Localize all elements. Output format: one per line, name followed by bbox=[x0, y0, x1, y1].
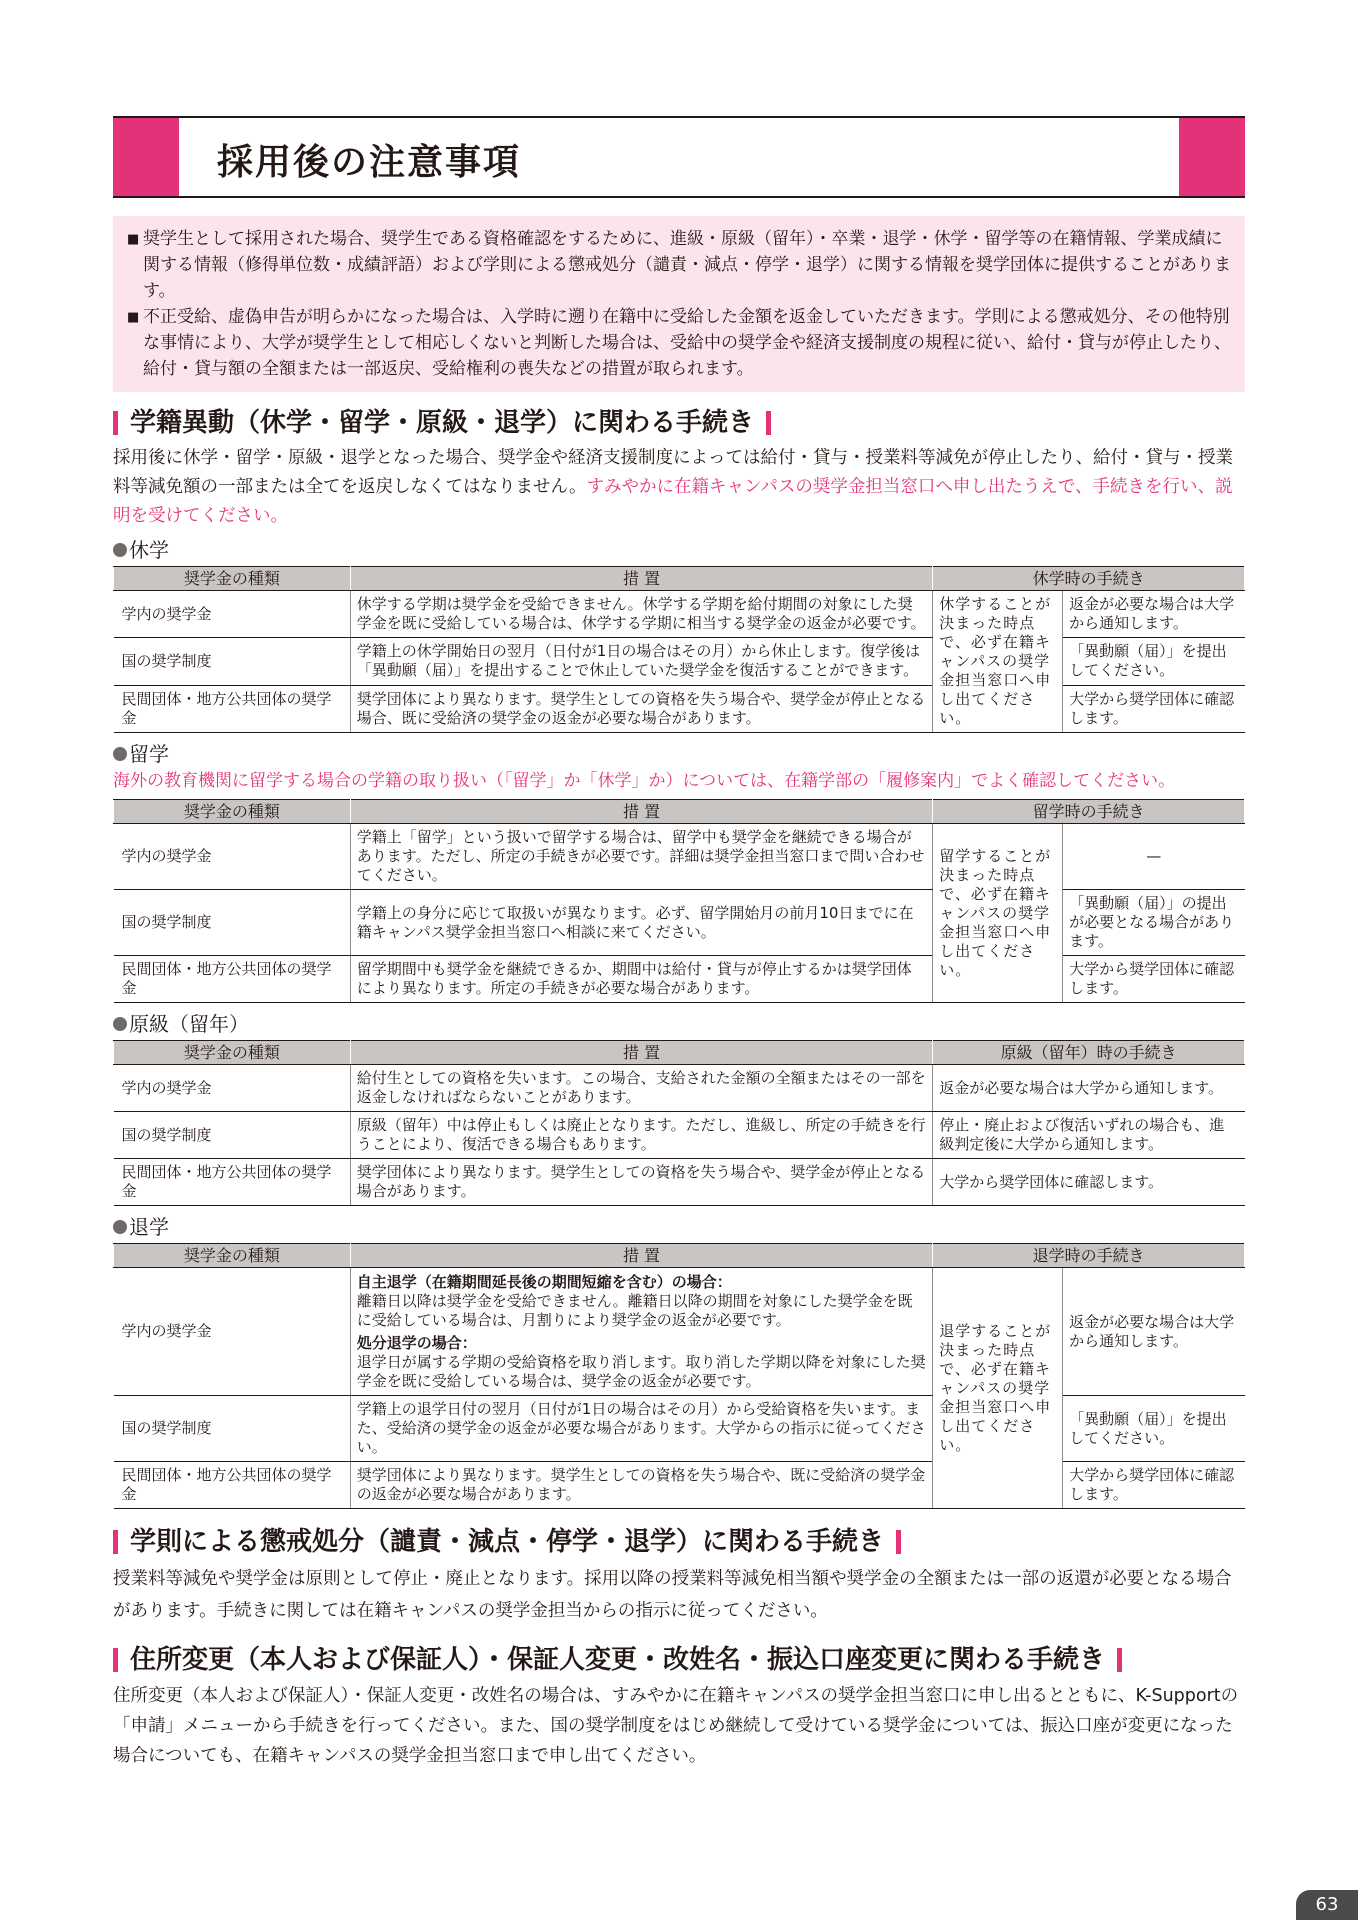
section-heading bbox=[113, 1525, 1245, 1559]
measure-cell: 奨学団体により異なります。奨学生としての資格を失う場合や、奨学金が停止となる場合、既に受給済の奨学金の返金が必要な場合があります。 bbox=[350, 685, 932, 732]
highlight-text: すみやかに在籍キャンパスの奨学金担当窓口へ申し出たうえで、手続きを行い、説明を受けてください。 bbox=[113, 477, 1233, 526]
column-header: 奨学金の種類 bbox=[114, 1041, 351, 1065]
page bbox=[113, 116, 1245, 1771]
section-paragraph: 授業料等減免や奨学金は原則として停止・廃止となります。採用以降の授業料等減免相当額や奨学金の全額または一部の返還が必要となる場合があります。手続きに関しては在籍キャンパスの奨学金担当からの指示に従ってください。 bbox=[113, 1569, 1232, 1621]
type-cell: 国の奨学制度 bbox=[114, 890, 351, 956]
column-header: 留学時の手続き bbox=[933, 800, 1245, 824]
measure-subheading: 自主退学（在籍期間延長後の期間短縮を含む）の場合： bbox=[356, 1272, 732, 1291]
type-cell: 国の奨学制度 bbox=[114, 1396, 351, 1462]
column-header: 原級（留年）時の手続き bbox=[933, 1041, 1245, 1065]
intro-box bbox=[113, 216, 1245, 392]
measure-cell: 留学期間中も奨学金を継続できるか、期間中は給付・貸与が停止するかは奨学団体により異なります。所定の手続きが必要な場合があります。 bbox=[350, 956, 932, 1003]
section-paragraph: 住所変更（本人および保証人）・保証人変更・改姓名の場合は、すみやかに在籍キャンパスの奨学金担当窓口に申し出るとともに、K-Supportの「申請」メニューから手続きを行ってください。また、国の奨学制度をはじめ継続して受けている奨学金については、振込口座が変更になった場合についても、在籍キャンパスの奨学金担当窓口まで申し出てください。 bbox=[113, 1686, 1239, 1766]
table-header-row bbox=[114, 1244, 1245, 1268]
column-header: 措 置 bbox=[350, 800, 932, 824]
procedure-cell: — bbox=[1063, 824, 1245, 890]
column-header: 奨学金の種類 bbox=[114, 800, 351, 824]
heading-bar-icon bbox=[113, 1530, 118, 1554]
measure-cell: 奨学団体により異なります。奨学生としての資格を失う場合や、既に受給済の奨学金の返金が必要な場合があります。 bbox=[350, 1462, 932, 1509]
page-number: 63 bbox=[1296, 1890, 1358, 1920]
procedure-cell: 「異動願（届）」の提出が必要となる場合があります。 bbox=[1063, 890, 1245, 956]
table-row bbox=[114, 956, 1245, 1003]
measure-cell: 学籍上の身分に応じて取扱いが異なります。必ず、留学開始月の前月10日までに在籍キャンパス奨学金担当窓口へ相談に来てください。 bbox=[350, 890, 932, 956]
table-row bbox=[114, 890, 1245, 956]
column-header: 措 置 bbox=[350, 1244, 932, 1268]
page-title: 採用後の注意事項 bbox=[217, 142, 522, 183]
subsection-title bbox=[113, 1011, 1245, 1037]
column-header: 奨学金の種類 bbox=[114, 1244, 351, 1268]
measure-cell: 学籍上「留学」という扱いで留学する場合は、留学中も奨学金を継続できる場合があります。ただし、所定の手続きが必要です。詳細は奨学金担当窓口まで問い合わせてください。 bbox=[350, 824, 932, 890]
dot-icon bbox=[113, 1017, 127, 1031]
column-header: 措 置 bbox=[350, 567, 932, 591]
intro-text: 奨学生として採用された場合、奨学生である資格確認をするために、進級・原級（留年）・卒業・退学・休学・留学等の在籍情報、学業成績に関する情報（修得単位数・成績評語）および学則による懲戒処分（譴責・減点・停学・退学）に関する情報を奨学団体に提供することがあります。 bbox=[143, 229, 1231, 301]
type-cell: 学内の奨学金 bbox=[114, 1268, 351, 1396]
table-row bbox=[114, 1396, 1245, 1462]
bullet-icon: ■ bbox=[127, 310, 140, 325]
subsection-title bbox=[113, 1214, 1245, 1240]
table-row bbox=[114, 1159, 1245, 1206]
procedure-cell: 大学から奨学団体に確認します。 bbox=[933, 1159, 1245, 1206]
type-cell: 国の奨学制度 bbox=[114, 638, 351, 685]
procedure-cell: 「異動願（届）」を提出してください。 bbox=[1063, 1396, 1245, 1462]
bullet-icon: ■ bbox=[127, 232, 140, 247]
kyugaku-table bbox=[113, 566, 1245, 733]
procedure-cell: 大学から奨学団体に確認します。 bbox=[1063, 956, 1245, 1003]
heading-bar-icon bbox=[113, 1648, 118, 1672]
table-header-row bbox=[114, 800, 1245, 824]
procedure-cell: 停止・廃止および復活いずれの場合も、進級判定後に大学から通知します。 bbox=[933, 1112, 1245, 1159]
type-cell: 学内の奨学金 bbox=[114, 824, 351, 890]
procedure-cell: 返金が必要な場合は大学から通知します。 bbox=[1063, 1268, 1245, 1396]
table-header-row bbox=[114, 567, 1245, 591]
column-header: 措 置 bbox=[350, 1041, 932, 1065]
heading-bar-icon bbox=[766, 411, 771, 435]
section-heading-text: 住所変更（本人および保証人）・保証人変更・改姓名・振込口座変更に関わる手続き bbox=[130, 1645, 1106, 1675]
type-cell: 学内の奨学金 bbox=[114, 1065, 351, 1112]
common-procedure-cell: 休学することが決まった時点で、必ず在籍キャンパスの奨学金担当窓口へ申し出てください。 bbox=[933, 591, 1063, 733]
subsection-label: 原級（留年） bbox=[129, 1012, 249, 1036]
measure-subheading: 処分退学の場合： bbox=[356, 1333, 477, 1352]
heading-bar-icon bbox=[1117, 1648, 1122, 1672]
section-text: 採用後に休学・留学・原級・退学となった場合、奨学金や経済支援制度によっては給付・貸与・授業料等減免が停止したり、給付・貸与・授業料等減免額の一部または全てを返戻しなくてはなりません。 bbox=[113, 448, 1233, 497]
subsection-label: 休学 bbox=[129, 538, 169, 562]
subsection-title bbox=[113, 537, 1245, 563]
intro-item bbox=[127, 304, 1231, 382]
table-row bbox=[114, 824, 1245, 890]
subsection-label: 退学 bbox=[129, 1215, 169, 1239]
section-heading-text: 学籍異動（休学・留学・原級・退学）に関わる手続き bbox=[130, 408, 755, 438]
measure-cell: 学籍上の退学日付の翌月（日付が1日の場合はその月）から受給資格を失います。また、受給済の奨学金の返金が必要な場合があります。大学からの指示に従ってください。 bbox=[350, 1396, 932, 1462]
table-row bbox=[114, 1462, 1245, 1509]
procedure-cell: 返金が必要な場合は大学から通知します。 bbox=[933, 1065, 1245, 1112]
dot-icon bbox=[113, 747, 127, 761]
type-cell: 国の奨学制度 bbox=[114, 1112, 351, 1159]
common-procedure-cell: 留学することが決まった時点で、必ず在籍キャンパスの奨学金担当窓口へ申し出てください。 bbox=[933, 824, 1063, 1003]
procedure-cell: 返金が必要な場合は大学から通知します。 bbox=[1063, 591, 1245, 638]
measure-text: 離籍日以降は奨学金を受給できません。離籍日以降の期間を対象にした奨学金を既に受給している場合は、月割りにより奨学金の返金が必要です。 bbox=[356, 1291, 913, 1329]
section-heading-text: 学則による懲戒処分（譴責・減点・停学・退学）に関わる手続き bbox=[130, 1527, 885, 1557]
table-row bbox=[114, 1112, 1245, 1159]
dot-icon bbox=[113, 543, 127, 557]
type-cell: 民間団体・地方公共団体の奨学金 bbox=[114, 956, 351, 1003]
table-row bbox=[114, 685, 1245, 732]
table-row bbox=[114, 1065, 1245, 1112]
dot-icon bbox=[113, 1220, 127, 1234]
intro-text: 不正受給、虚偽申告が明らかになった場合は、入学時に遡り在籍中に受給した金額を返金していただきます。学則による懲戒処分、その他特別な事情により、大学が奨学生として相応しくないと判断した場合は、受給中の奨学金や経済支援制度の規程に従い、給付・貸与が停止したり、給付・貸与額の全額または一部返戻、受給権利の喪失などの措置が取られます。 bbox=[143, 307, 1231, 379]
measure-cell: 学籍上の休学開始日の翌月（日付が1日の場合はその月）から休止します。復学後は「異動願（届）」を提出することで休止していた奨学金を復活することができます。 bbox=[350, 638, 932, 685]
table-row bbox=[114, 638, 1245, 685]
table-row bbox=[114, 1268, 1245, 1396]
procedure-cell: 「異動願（届）」を提出してください。 bbox=[1063, 638, 1245, 685]
type-cell: 民間団体・地方公共団体の奨学金 bbox=[114, 1159, 351, 1206]
table-row bbox=[114, 591, 1245, 638]
header-accent-right bbox=[1179, 118, 1245, 196]
column-header: 退学時の手続き bbox=[933, 1244, 1245, 1268]
subsection-title bbox=[113, 741, 1245, 767]
type-cell: 学内の奨学金 bbox=[114, 591, 351, 638]
taigaku-table bbox=[113, 1243, 1245, 1509]
ryugaku-note: 海外の教育機関に留学する場合の学籍の取り扱い（「留学」か「休学」か）については、在籍学部の「履修案内」でよく確認してください。 bbox=[113, 771, 1176, 791]
column-header: 奨学金の種類 bbox=[114, 567, 351, 591]
type-cell: 民間団体・地方公共団体の奨学金 bbox=[114, 685, 351, 732]
procedure-cell: 大学から奨学団体に確認します。 bbox=[1063, 1462, 1245, 1509]
measure-cell bbox=[350, 1268, 932, 1396]
section-heading bbox=[113, 1643, 1245, 1677]
measure-cell: 休学する学期は奨学金を受給できません。休学する学期を給付期間の対象にした奨学金を既に受給している場合は、休学する学期に相当する奨学金の返金が必要です。 bbox=[350, 591, 932, 638]
ryugaku-table bbox=[113, 799, 1245, 1003]
heading-bar-icon bbox=[896, 1530, 901, 1554]
measure-cell: 奨学団体により異なります。奨学生としての資格を失う場合や、奨学金が停止となる場合があります。 bbox=[350, 1159, 932, 1206]
section-heading bbox=[113, 406, 1245, 440]
header-accent-left bbox=[113, 118, 179, 196]
type-cell: 民間団体・地方公共団体の奨学金 bbox=[114, 1462, 351, 1509]
genkyu-table bbox=[113, 1040, 1245, 1206]
page-header bbox=[113, 116, 1245, 198]
common-procedure-cell: 退学することが決まった時点で、必ず在籍キャンパスの奨学金担当窓口へ申し出てください。 bbox=[933, 1268, 1063, 1509]
subsection-label: 留学 bbox=[129, 742, 169, 766]
procedure-cell: 大学から奨学団体に確認します。 bbox=[1063, 685, 1245, 732]
heading-bar-icon bbox=[113, 411, 118, 435]
section-paragraph bbox=[113, 444, 1245, 531]
measure-cell: 給付生としての資格を失います。この場合、支給された金額の全額またはその一部を返金しなければならないことがあります。 bbox=[350, 1065, 932, 1112]
measure-cell: 原級（留年）中は停止もしくは廃止となります。ただし、進級し、所定の手続きを行うことにより、復活できる場合もあります。 bbox=[350, 1112, 932, 1159]
column-header: 休学時の手続き bbox=[933, 567, 1245, 591]
measure-text: 退学日が属する学期の受給資格を取り消します。取り消した学期以降を対象にした奨学金を既に受給している場合は、奨学金の返金が必要です。 bbox=[356, 1352, 926, 1390]
table-header-row bbox=[114, 1041, 1245, 1065]
intro-item bbox=[127, 226, 1231, 304]
